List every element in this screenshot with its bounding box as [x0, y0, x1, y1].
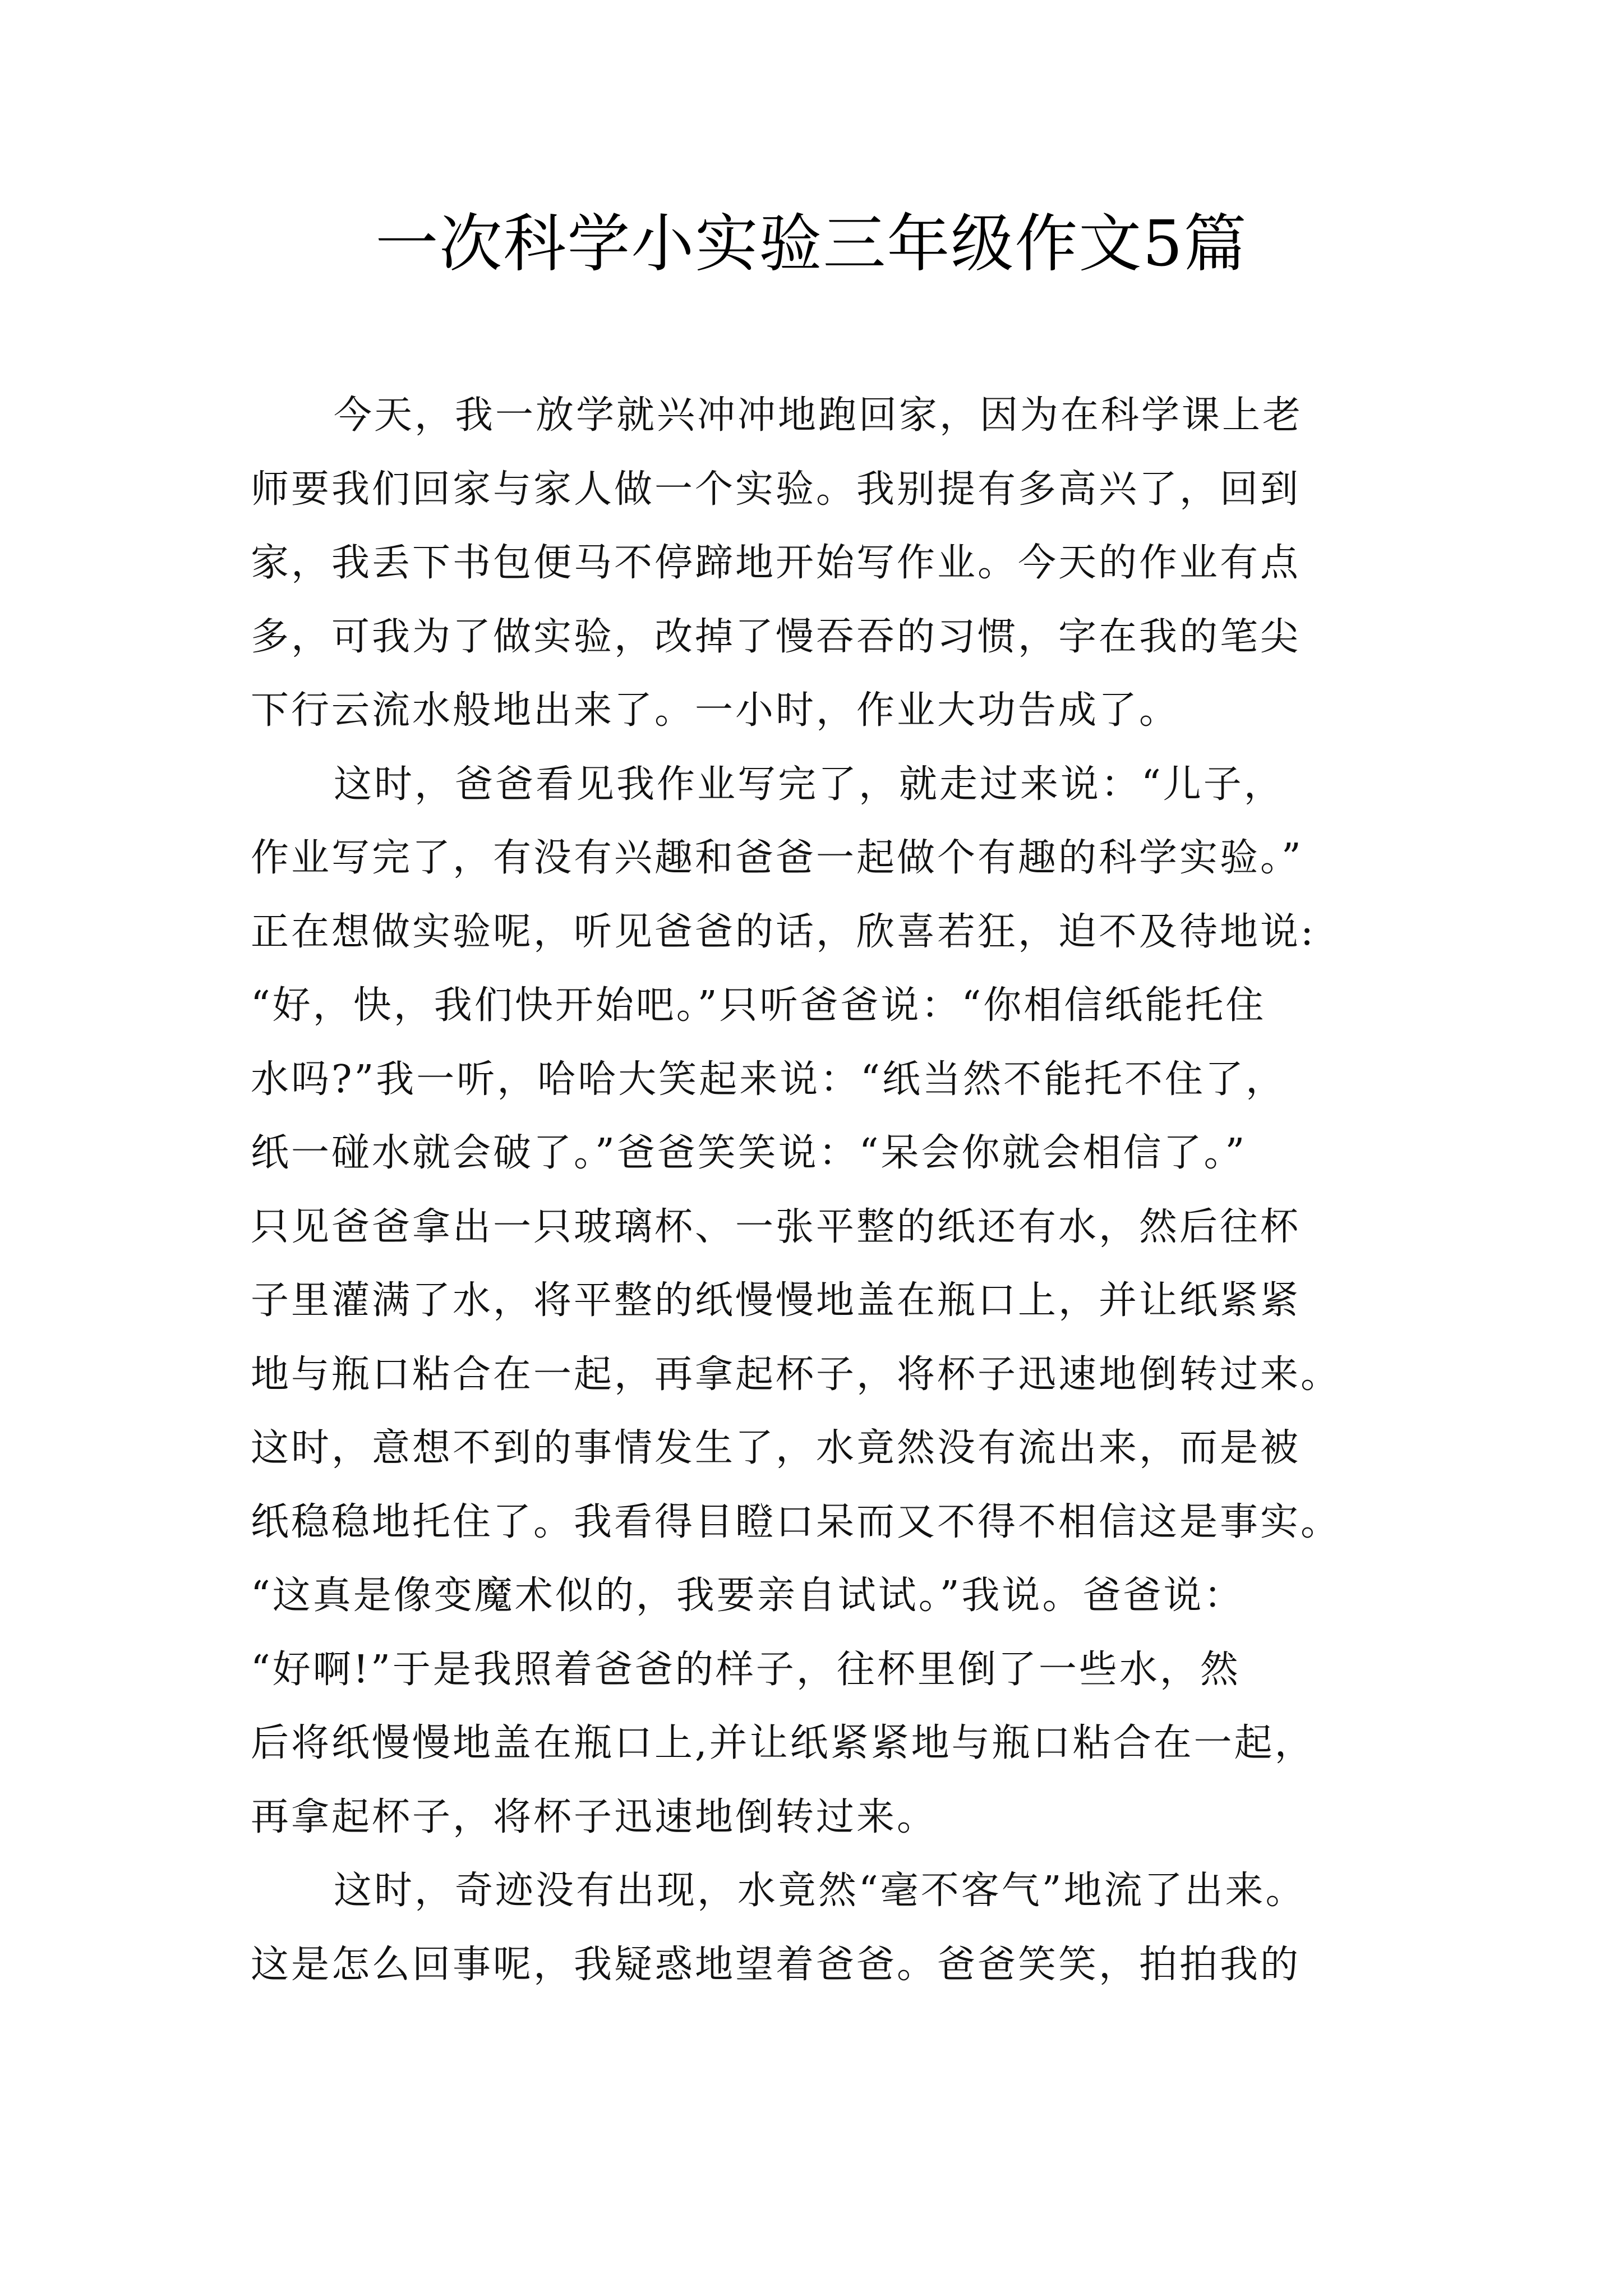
paragraph-2	[251, 748, 1378, 1855]
text-line: 纸一碰水就会破了。”爸爸笑笑说：“呆会你就会相信了。”	[251, 1131, 1247, 1175]
paragraph-1	[251, 379, 1378, 748]
text-line: 只见爸爸拿出一只玻璃杯、一张平整的纸还有水，然后往杯	[251, 1204, 1301, 1249]
text-line: 这时，奇迹没有出现，水竟然“毫不客气”地流了出来。	[334, 1869, 1306, 1913]
document-title: 一次科学小实验三年级作文5篇	[375, 208, 1248, 280]
text-line: 再拿起杯子，将杯子迅速地倒转过来。	[251, 1795, 938, 1839]
text-line: 多，可我为了做实验，改掉了慢吞吞的习惯，字在我的笔尖	[251, 614, 1301, 659]
text-line: 纸稳稳地托住了。我看得目瞪口呆而又不得不相信这是事实。	[251, 1499, 1341, 1544]
text-line: “好，快，我们快开始吧。”只听爸爸说：“你相信纸能托住	[251, 983, 1266, 1028]
text-line: 这时，意想不到的事情发生了，水竟然没有流出来，而是被	[251, 1426, 1301, 1470]
text-line: 水吗?”我一听，哈哈大笑起来说：“纸当然不能托不住了，	[251, 1057, 1286, 1102]
text-line: 师要我们回家与家人做一个实验。我别提有多高兴了，回到	[251, 467, 1301, 512]
text-line: 下行云流水般地出来了。一小时，作业大功告成了。	[251, 688, 1180, 733]
text-line: 今天，我一放学就兴冲冲地跑回家，因为在科学课上老	[334, 393, 1303, 438]
text-line: 这是怎么回事呢，我疑惑地望着爸爸。爸爸笑笑，拍拍我的	[251, 1942, 1301, 1987]
text-line: 正在想做实验呢，听见爸爸的话，欣喜若狂，迫不及待地说:	[251, 909, 1316, 954]
text-line: 地与瓶口粘合在一起，再拿起杯子，将杯子迅速地倒转过来。	[251, 1352, 1341, 1397]
text-line: 后将纸慢慢地盖在瓶口上,并让纸紧紧地与瓶口粘合在一起，	[251, 1721, 1315, 1765]
text-line: “这真是像变魔术似的，我要亲自试试。”我说。爸爸说：	[251, 1573, 1244, 1618]
text-line: 这时，爸爸看见我作业写完了，就走过来说：“儿子，	[334, 762, 1284, 807]
text-line: 家，我丢下书包便马不停蹄地开始写作业。今天的作业有点	[251, 541, 1301, 585]
document-body	[251, 379, 1378, 2001]
text-line: 作业写完了，有没有兴趣和爸爸一起做个有趣的科学实验。”	[251, 836, 1303, 880]
text-line: 子里灌满了水，将平整的纸慢慢地盖在瓶口上，并让纸紧紧	[251, 1278, 1301, 1323]
paragraph-3	[251, 1854, 1378, 2001]
text-line: “好啊!”于是我照着爸爸的样子，往杯里倒了一些水，然	[251, 1647, 1241, 1692]
